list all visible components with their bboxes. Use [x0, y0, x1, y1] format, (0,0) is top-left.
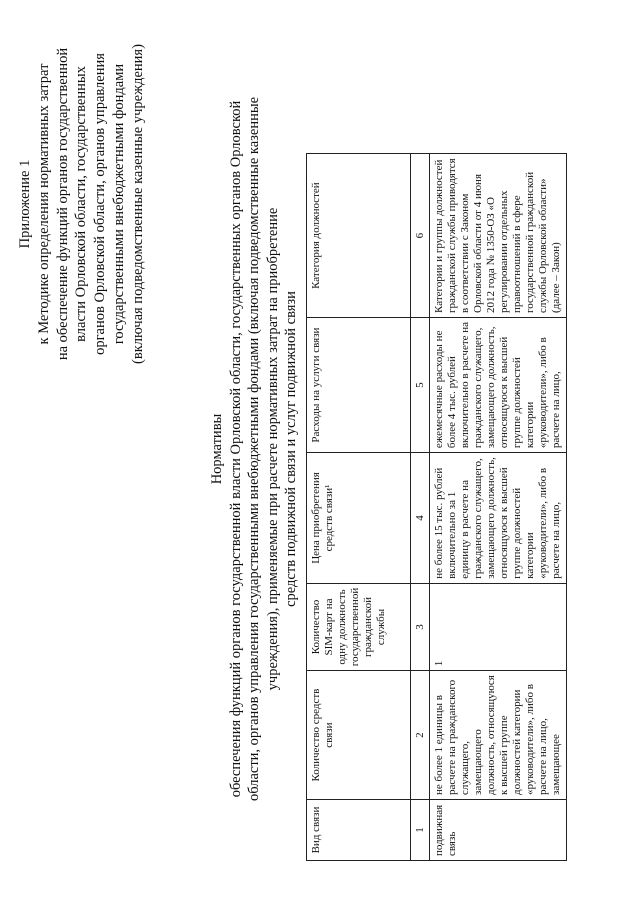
cell-sim-quantity [430, 583, 567, 670]
cell-line: группе должностей [511, 487, 523, 579]
table-number-row [411, 154, 430, 861]
cell-line: регулировании отдельных [498, 190, 510, 313]
title-line: обеспечения функций органов государственной власти Орловской области, государственных органов Орловской [227, 100, 244, 798]
cell-line: Категории и группы должностей [433, 159, 445, 313]
cell-line: категории [524, 532, 536, 579]
cell-line: «руководители», либо в [524, 684, 536, 795]
document-title [208, 69, 301, 829]
cell-line: подвижная [433, 804, 445, 856]
header-communication-type: Вид связи [307, 800, 411, 861]
cell-device-quantity [430, 671, 567, 800]
column-number: 1 [411, 800, 430, 861]
cell-line: расчете на лицо, [550, 501, 562, 579]
column-number: 2 [411, 671, 430, 800]
cell-line: должностей категории [511, 689, 523, 795]
cell-line: замещающего [472, 729, 484, 795]
appendix-line: государственными внебюджетными фондами [110, 63, 127, 345]
cell-line: служащего, [459, 740, 471, 795]
cell-line: Орловской области от 4 июня [472, 173, 484, 313]
cell-line: единицу в расчете на [459, 480, 471, 579]
header-device-price: Цена приобретения средств связи¹ [307, 453, 411, 584]
cell-line: должность, относящуюся [485, 675, 497, 795]
cell-service-costs [430, 317, 567, 452]
cell-line: к высшей группе [498, 715, 510, 795]
title-line: учреждения), применяемые при расчете нормативных затрат на приобретение [264, 207, 281, 691]
cell-line: относящуюся к высшей [498, 336, 510, 449]
cell-line: 1 [433, 660, 445, 667]
appendix-line: (включая подведомственные казенные учреждения) [129, 44, 146, 364]
column-number: 5 [411, 317, 430, 452]
title-heading: Нормативы [209, 413, 225, 485]
title-line: области, органов управления государственными внебюджетными фондами (включая подведомственные казенные [246, 96, 263, 802]
cell-line: связь [446, 831, 458, 856]
cell-line: группе должностей [511, 357, 523, 449]
cell-line: ежемесячные расходы не [433, 330, 445, 449]
cell-communication-type [430, 800, 567, 861]
cell-line: замещающее [550, 734, 562, 795]
cell-line: правоотношений в сфере [511, 195, 523, 313]
appendix-line: к Методике определения нормативных затрат [35, 63, 52, 345]
cell-line: включительно в расчете на [459, 321, 471, 449]
cell-position-category [430, 154, 567, 318]
cell-line: «руководители», либо в [537, 337, 549, 449]
cell-line: (далее – Закон) [550, 242, 562, 313]
table-row [430, 154, 567, 861]
cell-line: 2012 года № 1350-ОЗ «О [485, 196, 497, 313]
table-header-row [307, 154, 411, 861]
cell-device-price [430, 453, 567, 584]
header-service-costs: Расходы на услуги связи [307, 317, 411, 452]
cell-line: расчете на лицо, [537, 718, 549, 795]
header-sim-quantity: Количество SIM-карт на одну должность государственной гражданской службы [307, 583, 411, 670]
cell-line: не более 15 тыс. рублей [433, 467, 445, 579]
cell-line: замещающего должность, [485, 457, 497, 579]
cell-line: в соответствии с Законом [459, 193, 471, 313]
appendix-line: органов Орловской области, органов управления [92, 53, 109, 355]
title-line: средств подвижной связи и услуг подвижной связи [283, 291, 300, 607]
cell-line: службы Орловской области» [537, 178, 549, 313]
header-device-quantity: Количество средств связи [307, 671, 411, 800]
cell-line: гражданского служащего, [472, 327, 484, 449]
cell-line: замещающего должность, [485, 326, 497, 449]
cell-line: государственной гражданской [524, 171, 536, 313]
cell-line: гражданского служащего, [472, 458, 484, 579]
cell-line: категории [524, 401, 536, 449]
cell-line: гражданской службы приводятся [446, 158, 458, 313]
appendix-line: власти Орловской области, государственных [73, 66, 90, 342]
column-number: 3 [411, 583, 430, 670]
cell-line: не более 1 единицы в [433, 695, 445, 795]
cell-line: более 4 тыс. рублей [446, 356, 458, 449]
header-position-category: Категория должностей [307, 154, 411, 318]
cell-line: «руководители», либо в [537, 467, 549, 579]
appendix-line: Приложение 1 [17, 159, 33, 249]
column-number: 6 [411, 154, 430, 318]
norms-table [306, 153, 567, 861]
column-number: 4 [411, 453, 430, 584]
appendix-line: на обеспечение функций органов государственной [54, 47, 71, 361]
appendix-block [16, 24, 148, 384]
cell-line: расчете на гражданского [446, 679, 458, 795]
cell-line: расчете на лицо, [550, 371, 562, 449]
cell-line: включительно за 1 [446, 491, 458, 579]
cell-line: относящуюся к высшей [498, 467, 510, 579]
